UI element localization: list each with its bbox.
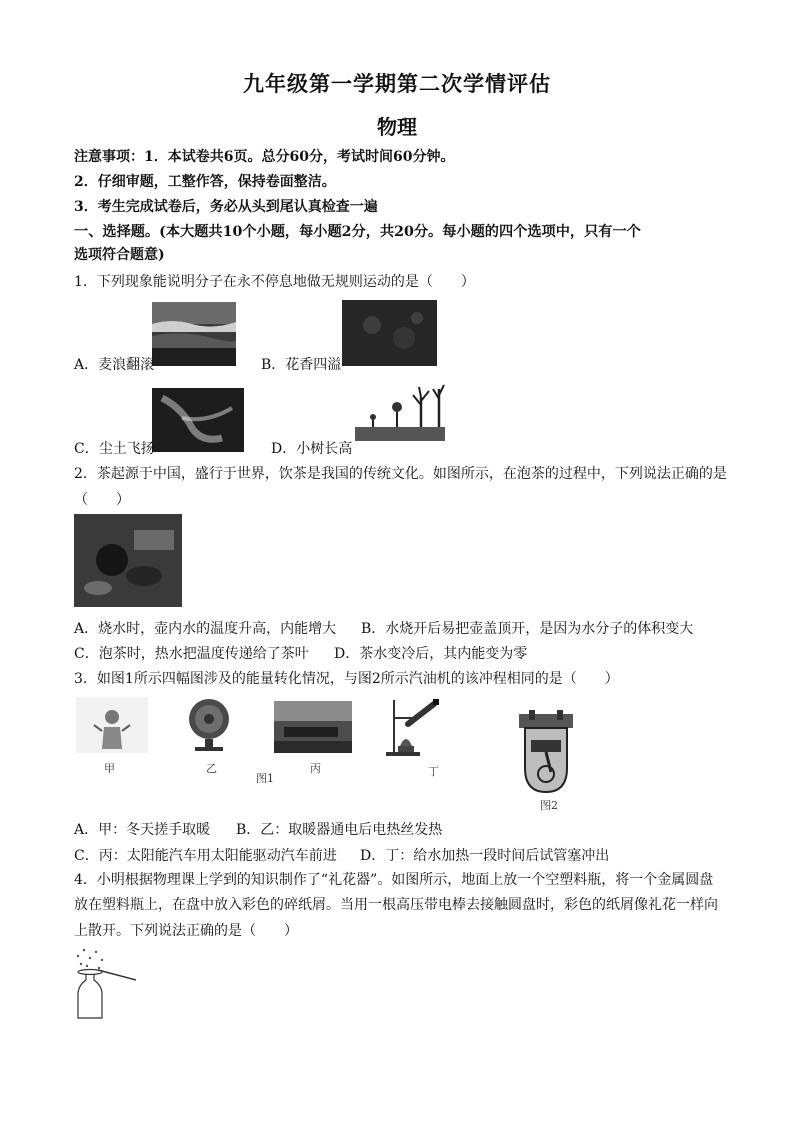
question-1-stem: 1．下列现象能说明分子在永不停息地做无规则运动的是（ ） [74,274,475,290]
question-4-stem-line-2: 放在塑料瓶上，在盘中放入彩色的碎纸屑。当用一根高压带电棒去接触圆盘时，彩色的纸屑像礼花一样向 [74,897,718,913]
label-ding: 丁 [428,765,439,778]
q3-option-c: C．丙：太阳能汽车用太阳能驱动汽车前进 [74,848,337,864]
question-2-stem-line-1: 2．茶起源于中国，盛行于世界，饮茶是我国的传统文化。如图所示，在泡茶的过程中，下列说法正确的是 [74,466,727,482]
q3-option-d: D．丁：给水加热一段时间后试管塞冲出 [360,848,610,864]
q1-option-c: C．尘土飞扬 [74,441,155,457]
q2-option-a: A．烧水时，壶内水的温度升高，内能增大 [74,621,337,637]
note-line-3: 3．考生完成试卷后，务必从头到尾认真检查一遍 [74,199,378,215]
q2-option-d: D．茶水变冷后，其内能变为零 [334,646,528,662]
section-heading-line-2: 选项符合题意) [74,247,165,263]
q3-option-b: B．乙：取暖器通电后电热丝发热 [236,822,443,838]
note-line-1: 注意事项：1．本试卷共6页。总分60分，考试时间60分钟。 [74,149,455,165]
figure-2-engine [515,710,577,796]
subject-title: 物理 [377,115,417,139]
label-yi: 乙 [206,762,217,775]
note-line-2: 2．仔细审题，工整作答，保持卷面整洁。 [74,174,336,190]
confetti-bottle-figure [72,946,140,1020]
q1-option-b: B．花香四溢 [261,357,342,373]
label-jia: 甲 [104,762,115,775]
question-3-stem: 3．如图1所示四幅图涉及的能量转化情况，与图2所示汽油机的该冲程相同的是（ ） [74,671,619,687]
figure-ding-test-tube [384,692,448,758]
q1-option-d: D．小树长高 [271,441,353,457]
paper-title: 九年级第一学期第二次学情评估 [243,71,551,96]
section-heading-line-1: 一、选择题。(本大题共10个小题，每小题2分，共20分。每小题的四个选项中，只有一个 [74,224,641,240]
label-bing: 丙 [310,762,321,775]
tree-growth-figure [355,383,445,447]
question-2-stem-line-2: （ ） [74,492,130,508]
figure-yi-heater [181,695,237,753]
q1-option-a: A．麦浪翻滚 [74,357,155,373]
tea-making-photo [74,514,182,607]
wheat-field-photo [152,302,236,366]
question-4-stem-line-1: 4．小明根据物理课上学到的知识制作了“礼花器”。如图所示，地面上放一个空塑料瓶，将一个金属圆盘 [74,872,714,888]
q3-option-a: A．甲：冬天搓手取暖 [74,822,211,838]
figure-bing-solar-car [274,701,352,753]
figure-jia-rubbing-hands [76,697,148,753]
figure-1-caption: 图1 [256,772,274,785]
figure-2-caption: 图2 [540,799,558,812]
q2-option-c: C．泡茶时，热水把温度传递给了茶叶 [74,646,309,662]
q2-option-b: B．水烧开后易把壶盖顶开，是因为水分子的体积变大 [361,621,694,637]
question-4-stem-line-3: 上散开。下列说法正确的是（ ） [74,923,298,939]
flower-photo [342,300,437,366]
dust-photo [152,388,244,452]
